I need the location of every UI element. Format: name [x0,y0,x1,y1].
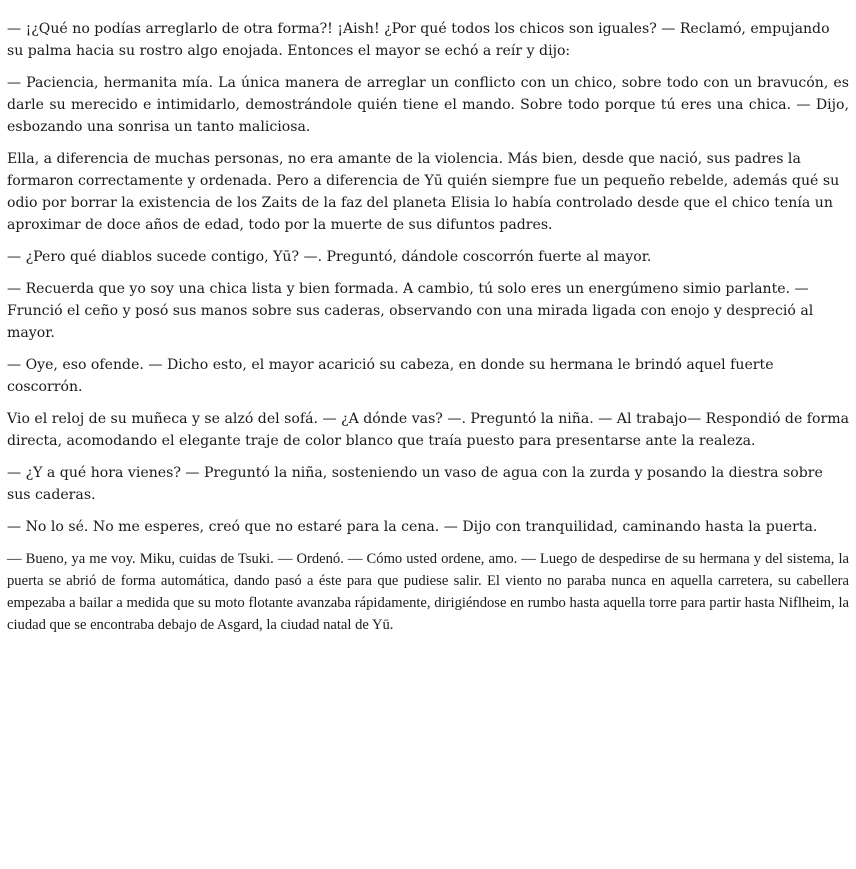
paragraph-4: — ¿Pero qué diablos sucede contigo, Yū? —. Preguntó, dándole coscorrón fuerte al mayor. [7,249,652,265]
paragraph-3: Ella, a diferencia de muchas personas, no era amante de la violencia. Más bien, desde que nació, sus padres la formaron correctamente y ordenada. Pero a diferencia de Yū quién siempre fue un pequeño rebelde, además qué su odio por borrar la existencia de los Zaits de la faz del planeta Elisia lo había controlado desde que el chico tenía un aproximar de doce años de edad, todo por la muerte de sus difuntos padres. [7,151,840,233]
paragraph-2: — Paciencia, hermanita mía. La única manera de arreglar un conflicto con un chico, sobre todo con un bravucón, es darle su merecido e intimidarlo, demostrándole quién tiene el mando. Sobre todo porque tú eres una chica. — Dijo, esbozando una sonrisa un tanto maliciosa. [7,75,849,135]
paragraph-9: — No lo sé. No me esperes, creó que no estaré para la cena. — Dijo con tranquilidad, caminando hasta la puerta. [7,519,818,535]
paragraph-1: — ¡¿Qué no podías arreglarlo de otra forma?! ¡Aish! ¿Por qué todos los chicos son iguales? — Reclamó, empujando su palma hacia su rostro algo enojada. Entonces el mayor se echó a reír y dijo: [7,21,830,59]
document-body [7,18,849,646]
paragraph-10: — Bueno, ya me voy. Miku, cuidas de Tsuki. — Ordenó. — Cómo usted ordene, amo. — Luego de despedirse de su hermana y del sistema, la puerta se abrió de forma automática, dando pasó a éste para que pudiese salir. El viento no paraba nunca en aquella carretera, su cabellera empezaba a bailar a medida que su moto flotante avanzaba rápidamente, dirigiéndose en rumbo hasta aquella torre para partir hasta Niflheim, la ciudad que se encontraba debajo de Asgard, la ciudad natal de Yū. [7,551,849,633]
paragraph-8: — ¿Y a qué hora vienes? — Preguntó la niña, sosteniendo un vaso de agua con la zurda y posando la diestra sobre sus caderas. [7,465,823,503]
paragraph-5: — Recuerda que yo soy una chica lista y bien formada. A cambio, tú solo eres un energúmeno simio parlante. — Frunció el ceño y posó sus manos sobre sus caderas, observando con una mirada ligada con enojo y despreció al mayor. [7,281,814,341]
paragraph-6: — Oye, eso ofende. — Dicho esto, el mayor acarició su cabeza, en donde su hermana le brindó aquel fuerte coscorrón. [7,357,774,395]
paragraph-7: Vio el reloj de su muñeca y se alzó del sofá. — ¿A dónde vas? —. Preguntó la niña. — Al trabajo— Respondió de forma directa, acomodando el elegante traje de color blanco que traía puesto para presentarse ante la realeza. [7,411,849,449]
